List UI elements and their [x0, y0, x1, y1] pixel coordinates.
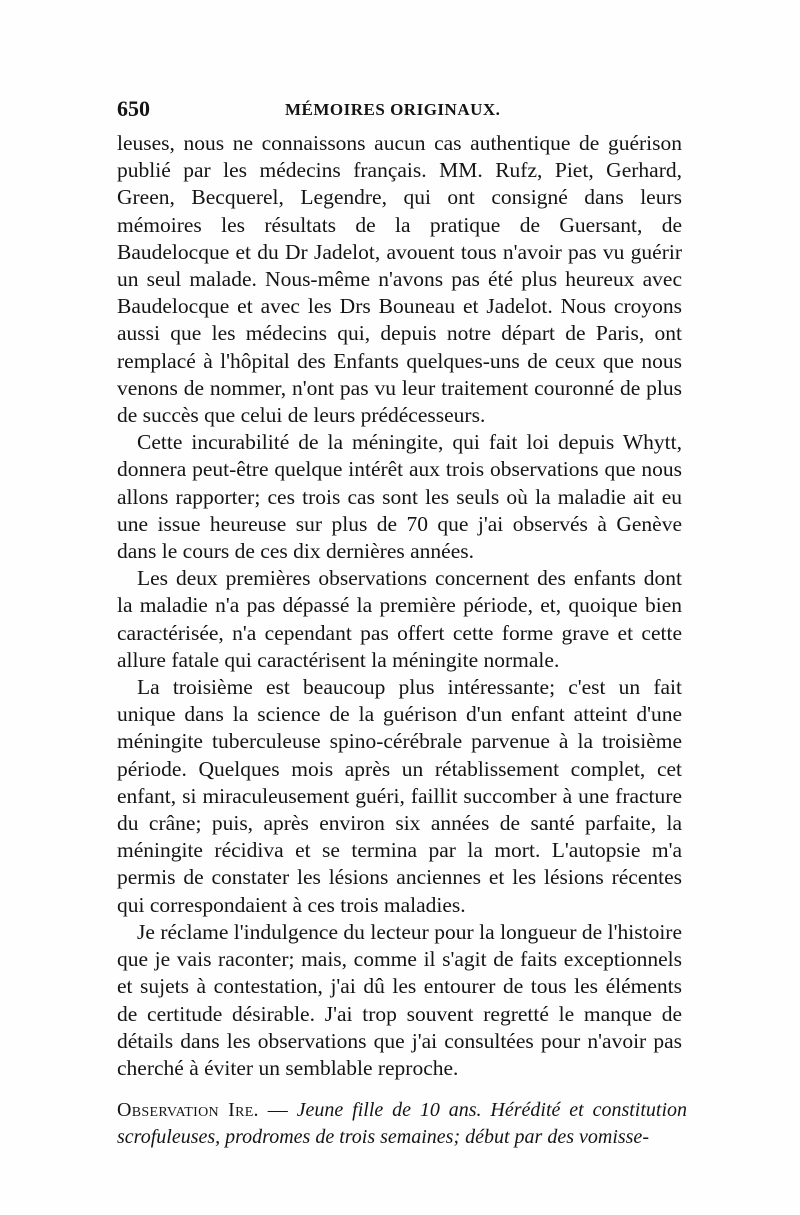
header-title: MÉMOIRES ORIGINAUX. — [285, 100, 501, 119]
observation-label: Observation Ire. — [117, 1099, 259, 1121]
body-text — [117, 130, 682, 1082]
observation-title: Jeune fille de 10 ans. Hérédité et constitution scrofuleuses, prodromes de trois semaines; début par des vomisse- — [117, 1099, 688, 1148]
paragraph-5: Je réclame l'indulgence du lecteur pour la longueur de l'histoire que je vais raconter; mais, comme il s'agit de faits exceptionnels et sujets à contestation, j'ai dû les entourer de tous les éléments de certitude désirable. J'ai trop souvent regretté le manque de détails dans les observations que j'ai consultées pour n'avoir pas cherché à éviter un semblable reproche. — [117, 919, 682, 1080]
paragraph-3: Les deux premières observations concernent des enfants dont la maladie n'a pas dépassé la première période, et, quoique bien caractérisée, n'a cependant pas offert cette forme grave et cette allure fatale qui caractérisent la méningite normale. — [117, 566, 682, 672]
running-head — [117, 96, 682, 126]
paragraph-1: leuses, nous ne connaissons aucun cas authentique de guérison publié par les médecins français. MM. Rufz, Piet, Gerhard, Green, Becquerel, Legendre, qui ont consigné dans leurs mémoires les résultats de la pratique de Guersant, de Baudelocque et du Dr Jadelot, avouent tous n'avoir pas vu guérir un seul malade. Nous-même n'avons pas été plus heureux avec Baudelocque et avec les Drs Bouneau et Jadelot. Nous croyons aussi que les médecins qui, depuis notre départ de Paris, ont remplacé à l'hôpital des Enfants quelques-uns de ceux que nous venons de nommer, n'ont pas vu leur traitement couronné de plus de succès que celui de leurs prédécesseurs. — [117, 131, 682, 428]
paragraph-2: Cette incurabilité de la méningite, qui fait loi depuis Whytt, donnera peut-être quelque intérêt aux trois observations que nous allons rapporter; ces trois cas sont les seuls où la maladie ait eu une issue heureuse sur plus de 70 que j'ai observés à Genève dans le cours de ces dix dernières années. — [117, 430, 682, 564]
page-number: 650 — [117, 96, 150, 121]
observation-heading — [117, 1097, 687, 1151]
paragraph-4: La troisième est beaucoup plus intéressante; c'est un fait unique dans la science de la guérison d'un enfant atteint d'une méningite tuberculeuse spino-cérébrale parvenue à la troisième période. Quelques mois après un rétablissement complet, cet enfant, si miraculeusement guéri, faillit succomber à une fracture du crâne; puis, après environ six années de santé parfaite, la méningite récidiva et se termina par la mort. L'autopsie m'a permis de constater les lésions anciennes et les lésions récentes qui correspondaient à ces trois maladies. — [117, 675, 682, 917]
observation-dash: — — [258, 1099, 297, 1121]
